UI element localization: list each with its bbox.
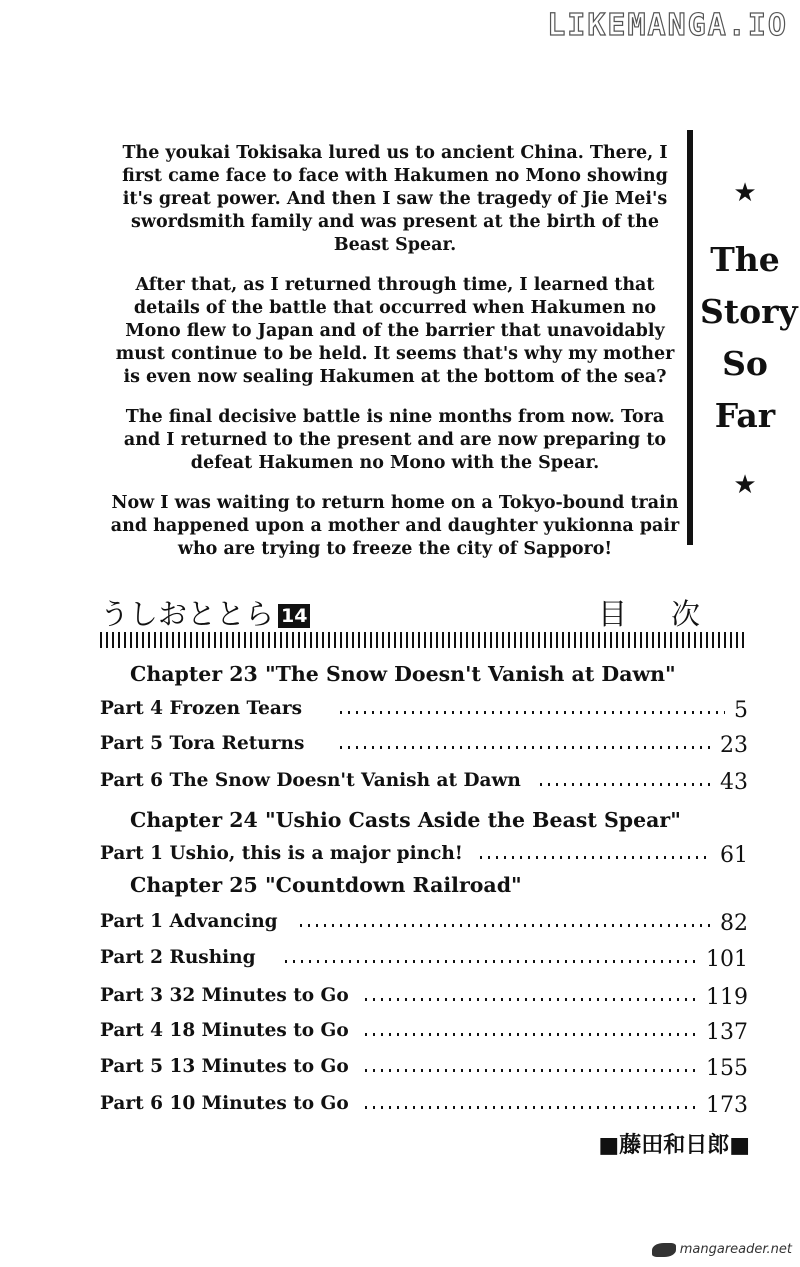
toc-entry: [100, 947, 748, 975]
leader-dots: [365, 998, 699, 1001]
leader-dots: [300, 924, 712, 927]
series-name: うしおととら: [100, 597, 275, 631]
part-title: Part 3 32 Minutes to Go: [100, 985, 355, 1006]
toc-entry: [100, 1056, 748, 1084]
leader-dots: [540, 783, 712, 786]
story-so-far-title: [700, 178, 798, 500]
page-number: 43: [716, 770, 748, 795]
chapter-heading: Chapter 24 "Ushio Casts Aside the Beast Spear": [130, 808, 681, 832]
part-title: Part 1 Advancing: [100, 911, 284, 932]
part-title: Part 2 Rushing: [100, 947, 262, 968]
watermark-text: mangareader.net: [679, 1242, 792, 1257]
leader-dots: [340, 711, 725, 714]
part-title: Part 6 The Snow Doesn't Vanish at Dawn: [100, 770, 527, 791]
author-name: ■藤田和日郎■: [598, 1133, 750, 1158]
contents-label: 目次: [597, 597, 744, 631]
toc-entry: [100, 843, 748, 871]
page-number: 155: [702, 1056, 748, 1081]
toc-entry: [100, 985, 748, 1013]
page-number: 101: [702, 947, 748, 972]
story-paragraph: Now I was waiting to return home on a Tokyo-bound train and happened upon a mother and daughter yukionna pair who are trying to freeze the city of Sapporo!: [110, 493, 680, 559]
leader-dots: [480, 856, 712, 859]
star-icon: ★: [733, 178, 757, 208]
story-paragraph: The youkai Tokisaka lured us to ancient China. There, I first came face to face with Hakumen no Mono showing it's great power. And then I saw the tragedy of Jie Mei's swordsmith family and was present at the birth of the Beast Spear.: [122, 143, 668, 255]
story-paragraph: The final decisive battle is nine months from now. Tora and I returned to the present and are now preparing to defeat Hakumen no Mono with the Spear.: [123, 407, 667, 473]
toc-entry: [100, 911, 748, 939]
site-watermark: LIKEMANGA.IO: [547, 8, 788, 43]
header-rule: [100, 632, 748, 648]
page-number: 173: [702, 1093, 748, 1118]
toc-header: [100, 592, 750, 631]
leader-dots: [340, 746, 712, 749]
leader-dots: [365, 1106, 699, 1109]
title-word: Far: [714, 396, 776, 435]
story-summary: [110, 142, 680, 578]
toc-entry: [100, 1093, 748, 1121]
vertical-divider: [687, 130, 693, 545]
toc-entry: [100, 698, 748, 726]
logo-icon: [652, 1243, 676, 1257]
story-paragraph: After that, as I returned through time, I learned that details of the battle that occurred when Hakumen no Mono flew to Japan and of the barrier that unavoidably must continue to be held. It seems that's why my mother is even now sealing Hakumen at the bottom of the sea?: [115, 275, 675, 387]
title-word: So: [722, 344, 768, 383]
page-number: 119: [702, 985, 748, 1010]
leader-dots: [365, 1069, 699, 1072]
page-number: 5: [730, 698, 748, 723]
part-title: Part 1 Ushio, this is a major pinch!: [100, 843, 469, 864]
chapter-heading: Chapter 25 "Countdown Railroad": [130, 873, 522, 897]
series-title: [100, 592, 310, 633]
page-number: 82: [716, 911, 748, 936]
toc-entry: [100, 770, 748, 798]
part-title: Part 4 Frozen Tears: [100, 698, 308, 719]
toc-entry: [100, 1020, 748, 1048]
part-title: Part 5 Tora Returns: [100, 733, 310, 754]
part-title: Part 5 13 Minutes to Go: [100, 1056, 355, 1077]
part-title: Part 4 18 Minutes to Go: [100, 1020, 355, 1041]
page-number: 137: [702, 1020, 748, 1045]
chapter-heading: Chapter 23 "The Snow Doesn't Vanish at Dawn": [130, 662, 676, 686]
title-word: The: [710, 240, 780, 279]
leader-dots: [365, 1033, 699, 1036]
title-word: Story: [700, 292, 798, 331]
leader-dots: [285, 960, 699, 963]
part-title: Part 6 10 Minutes to Go: [100, 1093, 355, 1114]
volume-badge: 14: [278, 604, 310, 628]
page-number: 61: [716, 843, 748, 868]
reader-watermark: [652, 1242, 792, 1257]
toc-entry: [100, 733, 748, 761]
star-icon: ★: [733, 470, 757, 500]
page-number: 23: [716, 733, 748, 758]
